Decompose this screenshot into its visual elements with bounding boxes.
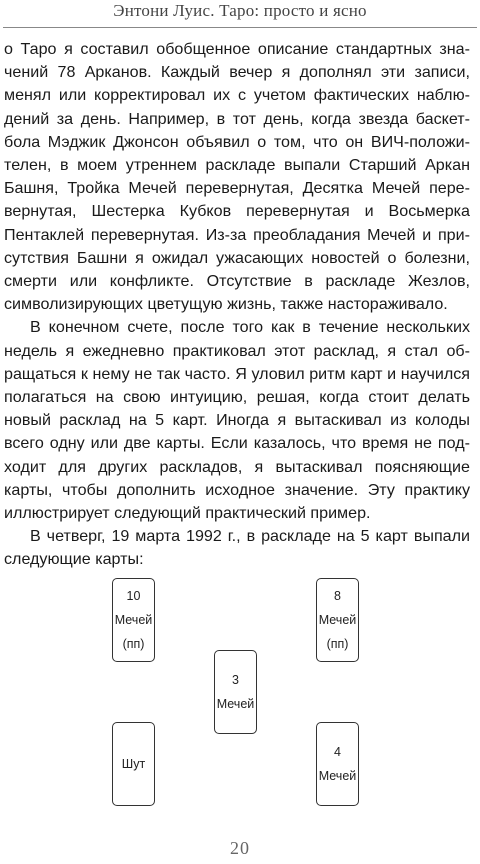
card-ten-of-swords-reversed bbox=[112, 578, 155, 662]
card-number: 8 bbox=[334, 589, 341, 603]
paragraph-example-intro: В четверг, 19 марта 1992 г., в раскладе на 5 карт выпали следующие карты: bbox=[4, 527, 470, 569]
card-suit: Мечей bbox=[216, 697, 255, 711]
card-number: 4 bbox=[334, 745, 341, 759]
card-three-of-swords bbox=[214, 650, 257, 734]
card-reversed-note: (пп) bbox=[326, 637, 349, 651]
card-number: 3 bbox=[232, 673, 239, 687]
body-text bbox=[4, 38, 470, 572]
card-suit: Мечей bbox=[318, 613, 357, 627]
header-rule bbox=[3, 27, 477, 28]
page-number: 20 bbox=[230, 838, 250, 858]
card-number: 10 bbox=[126, 589, 141, 603]
card-eight-of-swords-reversed bbox=[316, 578, 359, 662]
paragraph-continued: о Таро я составил обобщенное описание стандартных значений 78 Арканов. Каждый вечер я дополнял эти записи, менял или корректировал их с учетом фактических наблюдений за день. Например, в тот день, когда звезда баскетбола Мэджик Джонсон объявил о том, что он ВИЧ-положителен, в моем утреннем раскладе выпали Старший Аркан Башня, Тройка Мечей перевернутая, Десятка Мечей перевернутая, Шестерка Кубков перевернутая и Восьмерка Пентаклей перевернутая. Из-за преобладания Мечей и присутствия Башни я ожидал ужасающих новостей о болезни, смерти или конфликте. Отсутствие в раскладе Жезлов, символизирующих цветущую жизнь, также настораживало. bbox=[4, 40, 470, 314]
paragraph-practice: В конечном счете, после того как в течение нескольких недель я ежедневно практиковал этот расклад, я стал обращаться к нему не так часто. Я уловил ритм карт и научился полагаться на свою интуицию, решая, когда стоит делать новый расклад на 5 карт. Иногда я вытаскивал из колоды всего одну или две карты. Если казалось, что время не подходит для других раскладов, я вытаскивал поясняющие карты, чтобы дополнить исходное значение. Эту практику иллюстрирует следующий практический пример. bbox=[4, 318, 470, 523]
card-fool bbox=[112, 722, 155, 806]
card-reversed-note: (пп) bbox=[122, 637, 145, 651]
card-four-of-swords bbox=[316, 722, 359, 806]
card-suit: Мечей bbox=[318, 769, 357, 783]
card-suit: Мечей bbox=[114, 613, 153, 627]
card-name: Шут bbox=[121, 757, 146, 771]
running-title: Энтони Луис. Таро: просто и ясно bbox=[113, 1, 367, 20]
